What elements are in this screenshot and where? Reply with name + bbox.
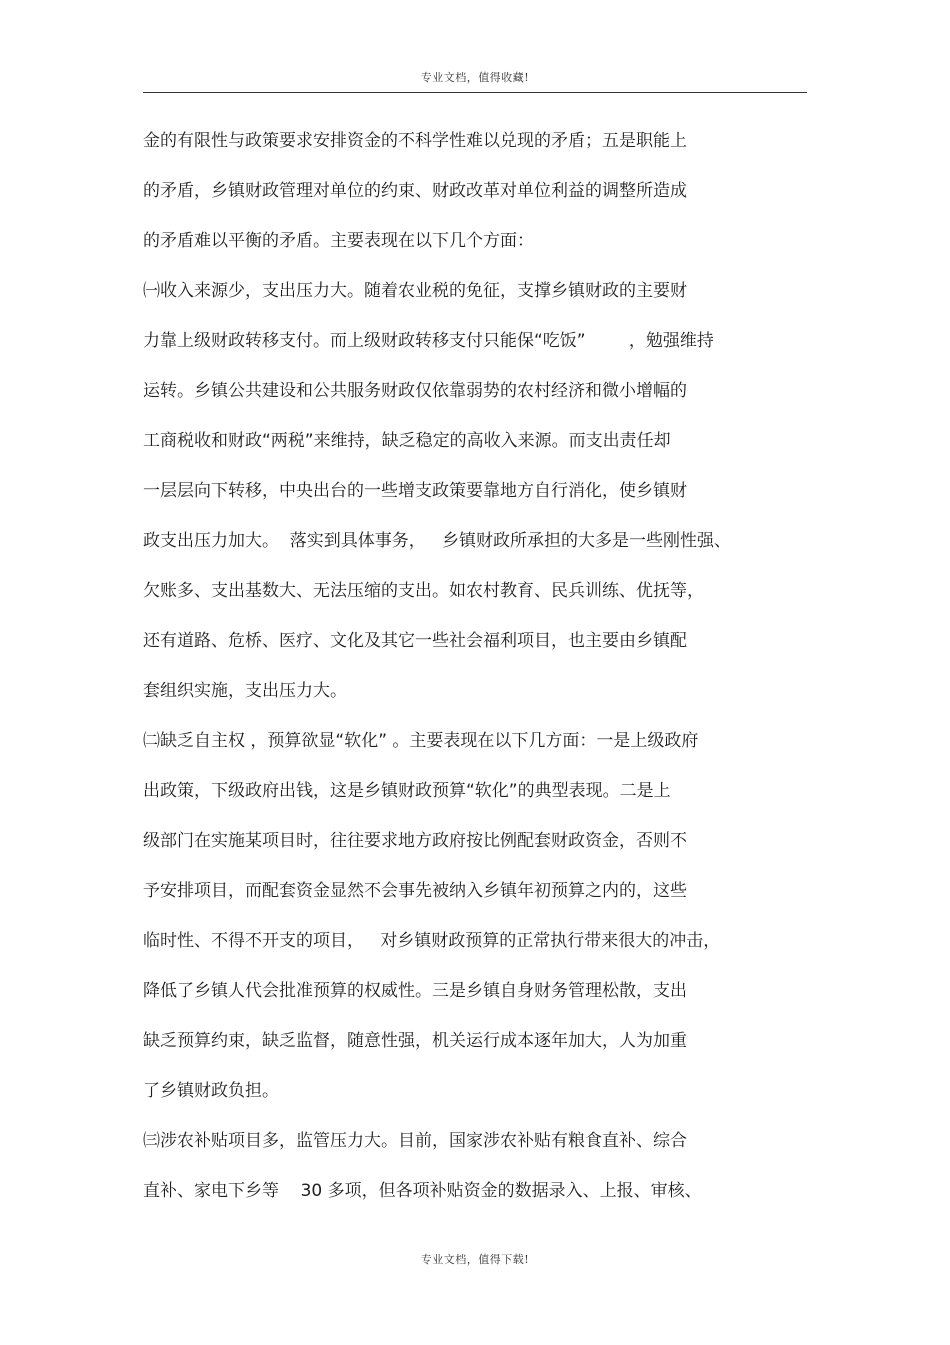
text-line: 还有道路、危桥、医疗、文化及其它一些社会福利项目，也主要由乡镇配 [143,631,687,651]
text-line: 的矛盾，乡镇财政管理对单位的约束、财政改革对单位利益的调整所造成 [143,181,687,201]
text-line: 临时性、不得不开支的项目， 对乡镇财政预算的正常执行带来很大的冲击， [143,931,721,951]
text-line: 了乡镇财政负担。 [143,1081,279,1101]
page-header: 专业文档，值得收藏! [420,71,530,84]
header-divider [143,92,807,93]
text-line: 级部门在实施某项目时，往往要求地方政府按比例配套财政资金，否则不 [143,831,687,851]
text-line: 政支出压力加大。 落实到具体事务， 乡镇财政所承担的大多是一些刚性强、 [143,531,732,551]
text-line: 套组织实施，支出压力大。 [143,681,347,701]
text-line: 一层层向下转移，中央出台的一些增支政策要靠地方自行消化，使乡镇财 [143,481,687,501]
text-line: 出政策，下级政府出钱，这是乡镇财政预算“软化”的典型表现。二是上 [143,781,671,801]
text-line: 金的有限性与政策要求安排资金的不科学性难以兑现的矛盾；五是职能上 [143,131,687,151]
text-line: 直补、家电下乡等 30 多项，但各项补贴资金的数据录入、上报、审核、 [143,1181,702,1201]
text-line: 的矛盾难以平衡的矛盾。主要表现在以下几个方面： [143,231,534,251]
text-line: 运转。乡镇公共建设和公共服务财政仅依靠弱势的农村经济和微小增幅的 [143,381,687,401]
text-line: ㈠收入来源少，支出压力大。随着农业税的免征，支撑乡镇财政的主要财 [143,281,687,301]
text-line: 降低了乡镇人代会批准预算的权威性。三是乡镇自身财务管理松散，支出 [143,981,687,1001]
text-line: ㈡缺乏自主权 ，预算欲显“软化” 。主要表现在以下几方面：一是上级政府 [143,731,699,751]
text-line: 缺乏预算约束，缺乏监督，随意性强，机关运行成本逐年加大，人为加重 [143,1031,687,1051]
text-line: 欠账多、支出基数大、无法压缩的支出。如农村教育、民兵训练、优抚等， [143,581,704,601]
text-line: 力靠上级财政转移支付。而上级财政转移支付只能保“吃饭” ，勉强维持 [143,331,714,351]
page-footer: 专业文档，值得下载! [420,1253,530,1266]
text-line: ㈢涉农补贴项目多，监管压力大。目前，国家涉农补贴有粮食直补、综合 [143,1131,687,1151]
text-line: 工商税收和财政“两税”来维持，缺乏稳定的高收入来源。而支出责任却 [143,431,671,451]
text-line: 予安排项目，而配套资金显然不会事先被纳入乡镇年初预算之内的，这些 [143,881,687,901]
